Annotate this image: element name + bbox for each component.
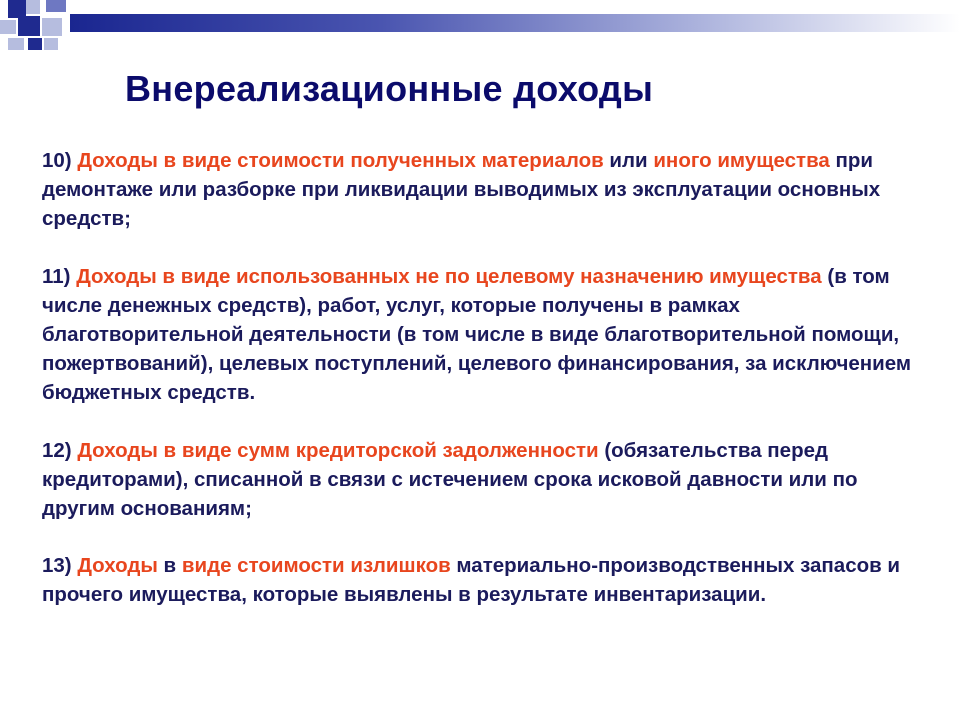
body-text: или <box>603 149 654 172</box>
body-text: (в том числе денежных средств), работ, услуг, которые получены в рамках благотворительной деятельности (в том числе в виде благотворительной помощи, пожертвований), целевых поступлений, целевого финансирования, за исключением бюджетных средств. <box>42 264 912 405</box>
body-text: в <box>157 554 182 578</box>
decor-square <box>28 38 42 50</box>
decor-square <box>0 20 16 34</box>
header-gradient-bar <box>70 14 960 32</box>
highlighted-text: Доходы в виде сумм кредиторской задолженности <box>77 438 599 462</box>
highlighted-text: Доходы в виде стоимости полученных материалов <box>77 149 604 172</box>
body-text: 11) <box>42 264 77 288</box>
list-item <box>42 262 922 408</box>
body-text: 10) <box>42 149 78 172</box>
decor-square <box>46 0 66 12</box>
slide-title: Внереализационные доходы <box>125 68 654 109</box>
body-text: материально-производственных запасов и прочего имущества, которые выявлены в результате инвентаризации. <box>42 554 901 607</box>
slide-body <box>42 146 922 638</box>
body-text: при демонтаже или разборке при ликвидации выводимых из эксплуатации основных средств; <box>42 149 881 231</box>
body-text: (обязательства перед кредиторами), списанной в связи с истечением срока исковой давности или по другим основаниям; <box>42 438 858 521</box>
list-item <box>42 436 922 524</box>
decor-square <box>26 0 40 14</box>
decor-square <box>8 38 24 50</box>
list-item <box>42 551 922 609</box>
body-text: 13) <box>42 554 78 578</box>
highlighted-text: Доходы <box>77 554 158 578</box>
decor-square <box>44 38 58 50</box>
decor-square <box>18 16 40 36</box>
body-text: 12) <box>42 438 78 462</box>
highlighted-text: виде стоимости излишков <box>181 554 451 578</box>
highlighted-text: Доходы в виде использованных не по целевому назначению имущества <box>76 264 822 288</box>
highlighted-text: иного имущества <box>653 149 830 172</box>
decor-square <box>42 18 62 36</box>
list-item <box>42 146 922 234</box>
